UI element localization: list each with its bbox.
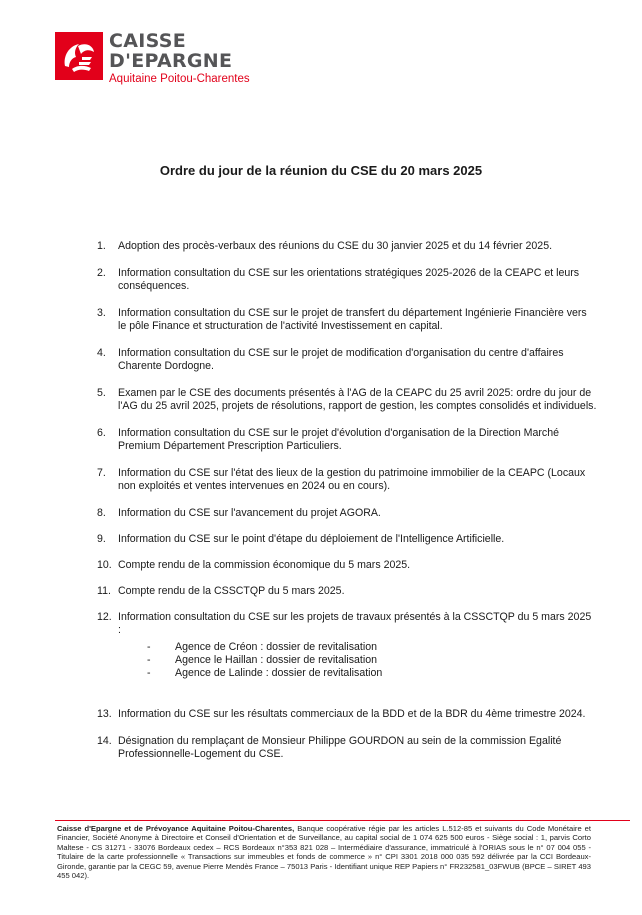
agenda-item-text: Examen par le CSE des documents présentés à l'AG de la CEAPC du 25 avril 2025: ordre du jour de l'AG du 25 avril 2025, projets de résolutions, rapport de gestion, les comptes consolidés et individuels. [118, 387, 597, 412]
agenda-item [97, 387, 597, 413]
agenda-item [97, 735, 597, 761]
agenda-item-text: Information consultation du CSE sur les projets de travaux présentés à la CSSCTQP du 5 mars 2025 : [118, 611, 592, 636]
agenda-item [97, 611, 597, 680]
footer-divider [55, 820, 630, 821]
agenda-subitem-text: Agence le Haillan : dossier de revitalisation [175, 654, 377, 666]
agenda-item-number: 2. [97, 267, 106, 279]
agenda-item-text: Désignation du remplaçant de Monsieur Philippe GOURDON au sein de la commission Egalité Professionnelle-Logement du CSE. [118, 735, 562, 760]
agenda-item-text: Compte rendu de la commission économique du 5 mars 2025. [118, 559, 411, 571]
agenda-sublist [118, 641, 597, 680]
agenda-item-number: 6. [97, 427, 106, 439]
agenda-item-number: 1. [97, 240, 106, 252]
footer-company: Caisse d'Epargne et de Prévoyance Aquitaine Poitou-Charentes, [57, 824, 295, 833]
agenda-item-number: 3. [97, 307, 106, 319]
agenda-item [97, 427, 597, 453]
agenda-subitem-text: Agence de Créon : dossier de revitalisation [175, 641, 377, 653]
agenda-item [97, 533, 597, 546]
footer-legal-text: Banque coopérative régie par les articles L.512-85 et suivants du Code Monétaire et Financier, Société Anonyme à Directoire et Conseil d'Orientation et de Surveillance, au capital social de 1 074 625 500 euros - Siège social : 1, parvis Corto Maltese - CS 31271 - 33076 Bordeaux cedex – RCS Bordeaux n°353 821 028 – Intermédiaire d'assurance, immatriculé à l'ORIAS sous le n° 07 004 055 - Titulaire de la carte professionnelle « Transactions sur immeubles et fonds de commerce » n° CPI 3301 2018 000 035 592 délivrée par la CCI Bordeaux-Gironde, garantie par la CEGC 59, avenue Pierre Mendès France – 75013 Paris - Identifiant unique REP Papiers n° FR232581_03FWUB (BPCE – SIRET 493 455 042). [57, 824, 591, 881]
agenda-item-number: 5. [97, 387, 106, 399]
agenda-item-number: 8. [97, 507, 106, 519]
brand-wordmark [109, 32, 250, 86]
agenda-item-text: Information du CSE sur le point d'étape du déploiement de l'Intelligence Artificielle. [118, 533, 505, 545]
agenda-item-text: Information consultation du CSE sur le projet de transfert du département Ingénierie Financière vers le pôle Finance et structuration de l'activité Investissement en capital. [118, 307, 587, 332]
agenda-item-number: 4. [97, 347, 106, 359]
agenda-item-number: 14. [97, 735, 112, 747]
agenda-item-text: Information consultation du CSE sur le projet de modification d'organisation du centre d'affaires Charente Dordogne. [118, 347, 564, 372]
agenda-item-text: Information du CSE sur l'état des lieux de la gestion du patrimoine immobilier de la CEAPC (Locaux non exploités et ventes intervenues en 2024 ou en cours). [118, 467, 586, 492]
agenda-subitem [147, 641, 597, 654]
agenda-item [97, 585, 597, 598]
agenda-item-number: 11. [97, 585, 111, 597]
brand-logo [55, 32, 250, 86]
brand-line-1: CAISSE [109, 30, 187, 52]
agenda-item-text: Compte rendu de la CSSCTQP du 5 mars 2025. [118, 585, 345, 597]
brand-line-2: D'EPARGNE [109, 50, 233, 72]
agenda-item-text: Information du CSE sur les résultats commerciaux de la BDD et de la BDR du 4ème trimestre 2024. [118, 708, 586, 720]
agenda-subitem [147, 654, 597, 667]
agenda-item [97, 347, 597, 373]
agenda-item [97, 708, 597, 721]
agenda-item-text: Adoption des procès-verbaux des réunions du CSE du 30 janvier 2025 et du 14 février 2025. [118, 240, 553, 252]
agenda-item-number: 9. [97, 533, 106, 545]
dash-marker: - [147, 654, 151, 666]
agenda-item [97, 559, 597, 572]
agenda-item [97, 507, 597, 520]
agenda-item-text: Information consultation du CSE sur le projet d'évolution d'organisation de la Direction Marché Premium Département Prescription Particuliers. [118, 427, 559, 452]
brand-region: Aquitaine Poitou-Charentes [109, 73, 250, 85]
agenda-item-number: 13. [97, 708, 112, 720]
agenda-item [97, 240, 597, 253]
agenda-item-text: Information du CSE sur l'avancement du projet AGORA. [118, 507, 381, 519]
agenda-item-number: 7. [97, 467, 106, 479]
squirrel-icon [55, 32, 103, 80]
dash-marker: - [147, 641, 151, 653]
agenda-item-number: 12. [97, 611, 112, 623]
agenda-item [97, 307, 597, 333]
document-title: Ordre du jour de la réunion du CSE du 20 mars 2025 [159, 163, 483, 178]
agenda-item-number: 10. [97, 559, 112, 571]
agenda-subitem-text: Agence de Lalinde : dossier de revitalisation [175, 667, 383, 679]
agenda-list [97, 240, 597, 761]
legal-footer [57, 824, 591, 880]
dash-marker: - [147, 667, 151, 679]
agenda-subitem [147, 667, 597, 680]
agenda-item [97, 467, 597, 493]
agenda-item [97, 267, 597, 293]
agenda-item-text: Information consultation du CSE sur les orientations stratégiques 2025-2026 de la CEAPC et leurs conséquences. [118, 267, 580, 292]
